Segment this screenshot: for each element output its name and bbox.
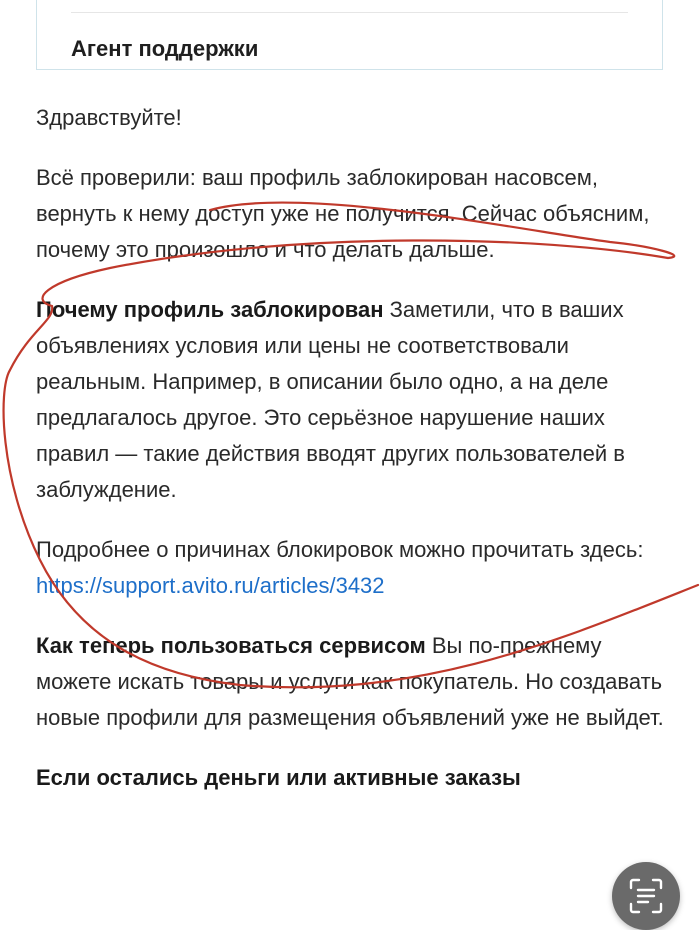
agent-label: Агент поддержки xyxy=(71,36,259,61)
reason-text: Заметили, что в ваших объявлениях условия или цены не соответствовали реальным. Например, в описании было одно, а на деле предлагалось другое. Это серьёзное нарушение наших правил — такие действия вводят других пользователей в заблуждение. xyxy=(36,297,625,502)
message-body xyxy=(36,100,668,820)
intro-paragraph: Всё проверили: ваш профиль заблокирован насовсем, вернуть к нему доступ уже не получится. Сейчас объясним, почему это произошло и что делать дальше. xyxy=(36,165,650,262)
greeting: Здравствуйте! xyxy=(36,105,182,130)
money-paragraph xyxy=(36,760,668,796)
money-heading: Если остались деньги или активные заказы xyxy=(36,765,521,790)
reason-paragraph xyxy=(36,292,668,508)
text-scan-icon xyxy=(629,878,663,914)
usage-heading: Как теперь пользоваться сервисом xyxy=(36,633,426,658)
divider xyxy=(71,12,628,13)
usage-text: Вы по-прежнему можете искать товары и услуги как покупатель. Но создавать новые профили для размещения объявлений уже не выйдет. xyxy=(36,633,664,730)
more-info-text: Подробнее о причинах блокировок можно прочитать здесь: xyxy=(36,537,644,562)
articles-link[interactable]: https://support.avito.ru/articles/3432 xyxy=(36,573,385,598)
support-agent-card xyxy=(36,0,663,70)
usage-paragraph xyxy=(36,628,668,736)
reason-heading: Почему профиль заблокирован xyxy=(36,297,384,322)
more-info-paragraph xyxy=(36,532,668,604)
